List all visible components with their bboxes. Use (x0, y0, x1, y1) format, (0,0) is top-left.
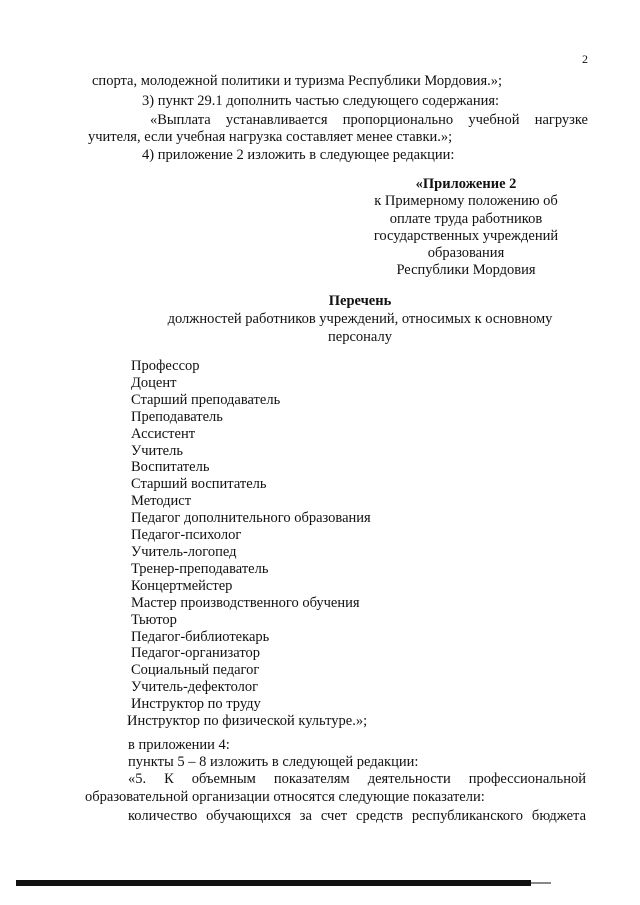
list-item: Учитель-дефектолог (131, 679, 259, 696)
text-line: учителя, если учебная нагрузка составляет менее ставки.»; (88, 129, 453, 145)
page-number: 2 (582, 52, 588, 66)
list-item: Учитель-логопед (131, 543, 237, 560)
positions-list (127, 358, 371, 730)
list-item: Мастер производственного обучения (131, 594, 360, 611)
appendix-header (360, 176, 572, 280)
list-item: Педагог дополнительного образования (131, 510, 371, 527)
text-line: 3) пункт 29.1 дополнить частью следующего содержания: (142, 93, 500, 109)
list-item: Старший преподаватель (131, 391, 281, 408)
list-item: Профессор (131, 358, 200, 374)
text-line: в приложении 4: (128, 737, 230, 753)
appendix-line: образования (427, 245, 505, 262)
text-line: образовательной организации относятся следующие показатели: (85, 789, 485, 805)
list-item: Инструктор по труду (131, 696, 261, 713)
list-item: Тьютор (131, 611, 177, 628)
list-item: Педагог-психолог (131, 527, 242, 544)
list-item: Ассистент (131, 425, 196, 442)
list-item: Преподаватель (131, 408, 223, 425)
appendix-title: «Приложение 2 (415, 176, 517, 192)
list-item: Доцент (131, 374, 177, 391)
text-line: спорта, молодежной политики и туризма Республики Мордовия.»; (92, 73, 503, 89)
list-item: Учитель (131, 442, 183, 459)
text-line: 4) приложение 2 изложить в следующее редакции: (142, 147, 455, 163)
list-item: Воспитатель (131, 459, 210, 476)
scan-edge-bar (16, 880, 531, 886)
list-item: Социальный педагог (131, 662, 260, 679)
list-item: Инструктор по физической культуре.»; (127, 713, 368, 730)
list-subtitle-line: должностей работников учреждений, относимых к основному (167, 311, 553, 327)
appendix-line: к Примерному положению об (374, 193, 558, 210)
list-item: Концертмейстер (131, 577, 233, 594)
text-line: пункты 5 – 8 изложить в следующей редакции: (128, 754, 419, 770)
text-line: «Выплата устанавливается пропорционально учебной нагрузке (150, 112, 588, 128)
appendix-line: Республики Мордовия (396, 262, 536, 279)
list-item: Старший воспитатель (131, 476, 267, 493)
list-title: Перечень (328, 293, 392, 309)
scan-edge-tail (531, 882, 551, 884)
list-item: Методист (131, 493, 192, 510)
list-subtitle (160, 311, 560, 346)
text-line: «5. К объемным показателям деятельности профессиональной (128, 771, 586, 787)
appendix-line: оплате труда работников (389, 210, 543, 227)
text-line: количество обучающихся за счет средств республиканского бюджета (128, 808, 586, 824)
list-item: Тренер-преподаватель (131, 560, 269, 577)
appendix-line: государственных учреждений (373, 227, 559, 244)
list-subtitle-line: персоналу (328, 328, 392, 345)
list-item: Педагог-библиотекарь (131, 628, 270, 645)
list-item: Педагог-организатор (131, 645, 260, 662)
